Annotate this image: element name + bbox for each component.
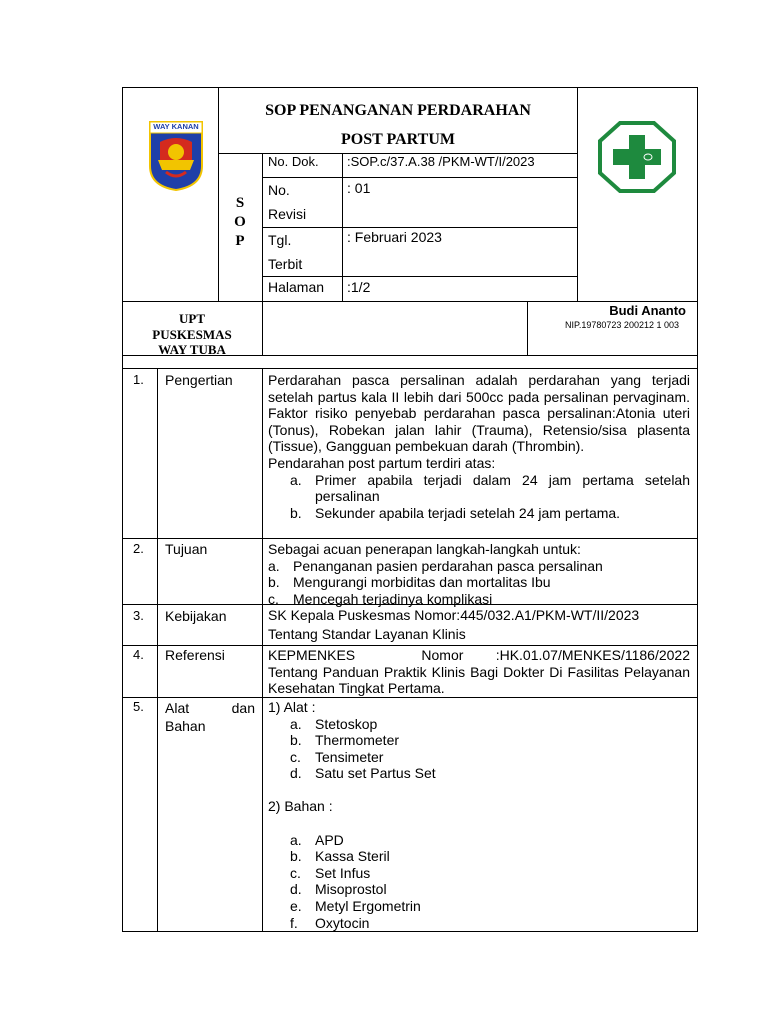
list-marker: c. (290, 748, 301, 765)
list-marker: a. (290, 831, 302, 848)
title-line-1: SOP PENANGANAN PERDARAHAN (265, 102, 531, 119)
title-line-2: POST PARTUM (341, 131, 455, 148)
row-4-line-1-mid: Nomor (421, 647, 464, 663)
unit-line-1: UPT (179, 311, 205, 326)
row-5-label-a: Alat (165, 700, 190, 716)
list-item (290, 716, 690, 733)
unit-name (122, 311, 262, 358)
list-marker: b. (268, 574, 280, 591)
meta-halaman-value: :1/2 (347, 279, 371, 295)
row-5-label (165, 699, 255, 735)
row-3-line-2: Tentang Standar Layanan Klinis (268, 626, 466, 642)
list-item (290, 472, 690, 505)
signer-name: Budi Ananto (609, 303, 686, 318)
row-4-line-1-right: :HK.01.07/MENKES/1186/2022 (495, 647, 690, 663)
list-marker: b. (290, 504, 302, 521)
row-3-content (268, 606, 692, 644)
list-item (290, 898, 690, 915)
row-1-list (290, 472, 690, 522)
list-item-text: Sekunder apabila terjadi setelah 24 jam pertama. (315, 504, 621, 521)
unit-line-3: WAY TUBA (158, 342, 226, 357)
sop-letter-p: P (235, 233, 245, 249)
row-1-paragraph-2: Pendarahan post partum terdiri atas: (268, 454, 496, 471)
row-4-line-1-left: KEPMENKES (268, 647, 356, 663)
row-4-content (268, 647, 690, 697)
row-5-number: 5. (133, 699, 144, 714)
row-4-label: Referensi (165, 647, 225, 663)
row-5-label-b: dan (231, 700, 255, 716)
meta-revisi-label (268, 178, 306, 226)
list-marker: e. (290, 897, 302, 914)
list-item-text: Satu set Partus Set (315, 765, 436, 782)
meta-tgl-label (268, 228, 302, 276)
list-item (268, 558, 690, 575)
row-4-line-1 (268, 647, 690, 664)
list-item (268, 591, 690, 608)
list-item-text: Stetoskop (315, 715, 378, 732)
list-marker: f. (290, 914, 298, 931)
list-item-text: Misoprostol (315, 881, 387, 898)
bahan-heading: 2) Bahan : (268, 797, 333, 814)
list-item (268, 574, 690, 591)
list-marker: b. (290, 732, 302, 749)
row-1-number: 1. (133, 372, 144, 387)
list-item-text: Penanganan pasien perdarahan pasca persalinan (293, 557, 603, 574)
list-marker: d. (290, 765, 302, 782)
list-marker: b. (290, 848, 302, 865)
list-marker: a. (268, 557, 280, 574)
row-3-line-1: SK Kepala Puskesmas Nomor:445/032.A1/PKM-WT/II/2023 (268, 607, 640, 623)
document-title (218, 96, 578, 154)
row-2-number: 2. (133, 541, 144, 556)
list-item (290, 865, 690, 882)
alat-list (290, 716, 690, 782)
list-item-text: Thermometer (315, 732, 400, 749)
meta-tgl-label-2: Terbit (268, 256, 303, 272)
row-2-content (268, 541, 690, 607)
row-1-content (268, 372, 690, 521)
list-item-text: Mencegah terjadinya komplikasi (293, 590, 493, 607)
list-item (290, 505, 690, 522)
list-item-text: Metyl Ergometrin (315, 897, 421, 914)
list-item-text: Set Infus (315, 864, 371, 881)
list-marker: a. (290, 715, 302, 732)
list-marker: c. (290, 864, 301, 881)
list-item-text: Primer apabila terjadi dalam 24 jam pertama setelah persalinan (315, 471, 690, 505)
sop-letter-o: O (234, 214, 246, 230)
list-item (290, 832, 690, 849)
list-item (290, 848, 690, 865)
meta-tgl-value: : Februari 2023 (347, 229, 442, 245)
puskesmas-logo (598, 121, 676, 193)
bahan-list (290, 832, 690, 932)
sop-letter-s: S (235, 195, 245, 211)
row-5-label-line-1 (165, 699, 255, 717)
list-item-text: Mengurangi morbiditas dan mortalitas Ibu (293, 574, 551, 591)
unit-line-2: PUSKESMAS (152, 326, 232, 342)
meta-tgl-label-1: Tgl. (268, 232, 292, 248)
row-5-label-c: Bahan (165, 718, 206, 734)
row-2-list (268, 558, 690, 608)
meta-revisi-value: : 01 (347, 180, 371, 196)
row-4-number: 4. (133, 647, 144, 662)
meta-no-dok-value: :SOP.c/37.A.38 /PKM-WT/I/2023 (347, 154, 535, 169)
signer-nip: NIP.19780723 200212 1 003 (565, 320, 679, 330)
list-item (290, 732, 690, 749)
alat-heading: 1) Alat : (268, 699, 316, 715)
row-2-label: Tujuan (165, 541, 208, 557)
list-item-text: Kassa Steril (315, 848, 390, 865)
row-5-content (268, 699, 690, 931)
list-item (290, 915, 690, 932)
region-logo (148, 120, 204, 192)
row-1-paragraph-1: Perdarahan pasca persalinan adalah perdarahan yang terjadi setelah partus kala II lebih dari 500cc pada persalinan pervaginam. Faktor risiko penyebab perdarahan pasca persalinan:Atonia uteri (Tonus), Robekan jalan lahir (Trauma), Retensio/sisa plasenta (Tissue), Gangguan pembekuan darah (Thrombin). (268, 372, 690, 455)
list-item-text: Oxytocin (315, 914, 370, 931)
meta-halaman-label: Halaman (268, 279, 325, 295)
meta-revisi-label-1: No. (268, 182, 290, 198)
row-3-number: 3. (133, 608, 144, 623)
row-4-line-2: Tentang Panduan Praktik Klinis Bagi Dokter Di Fasilitas Pelayanan Kesehatan Tingkat Pertama. (268, 663, 690, 697)
list-marker: a. (290, 471, 302, 488)
row-2-intro: Sebagai acuan penerapan langkah-langkah untuk: (268, 541, 581, 557)
list-item (290, 881, 690, 898)
list-item-text: Tensimeter (315, 748, 384, 765)
meta-no-dok-label: No. Dok. (268, 154, 319, 169)
list-item (290, 749, 690, 766)
list-marker: d. (290, 881, 302, 898)
row-3-label: Kebijakan (165, 608, 227, 624)
list-item-text: APD (315, 831, 344, 848)
row-1-label: Pengertian (165, 372, 233, 388)
meta-revisi-label-2: Revisi (268, 206, 307, 222)
puskesmas-cross-icon (598, 121, 676, 193)
list-item (290, 765, 690, 782)
logo-caption: WAY KANAN (153, 122, 199, 131)
sop-label (218, 194, 262, 251)
list-marker: c. (268, 590, 279, 607)
